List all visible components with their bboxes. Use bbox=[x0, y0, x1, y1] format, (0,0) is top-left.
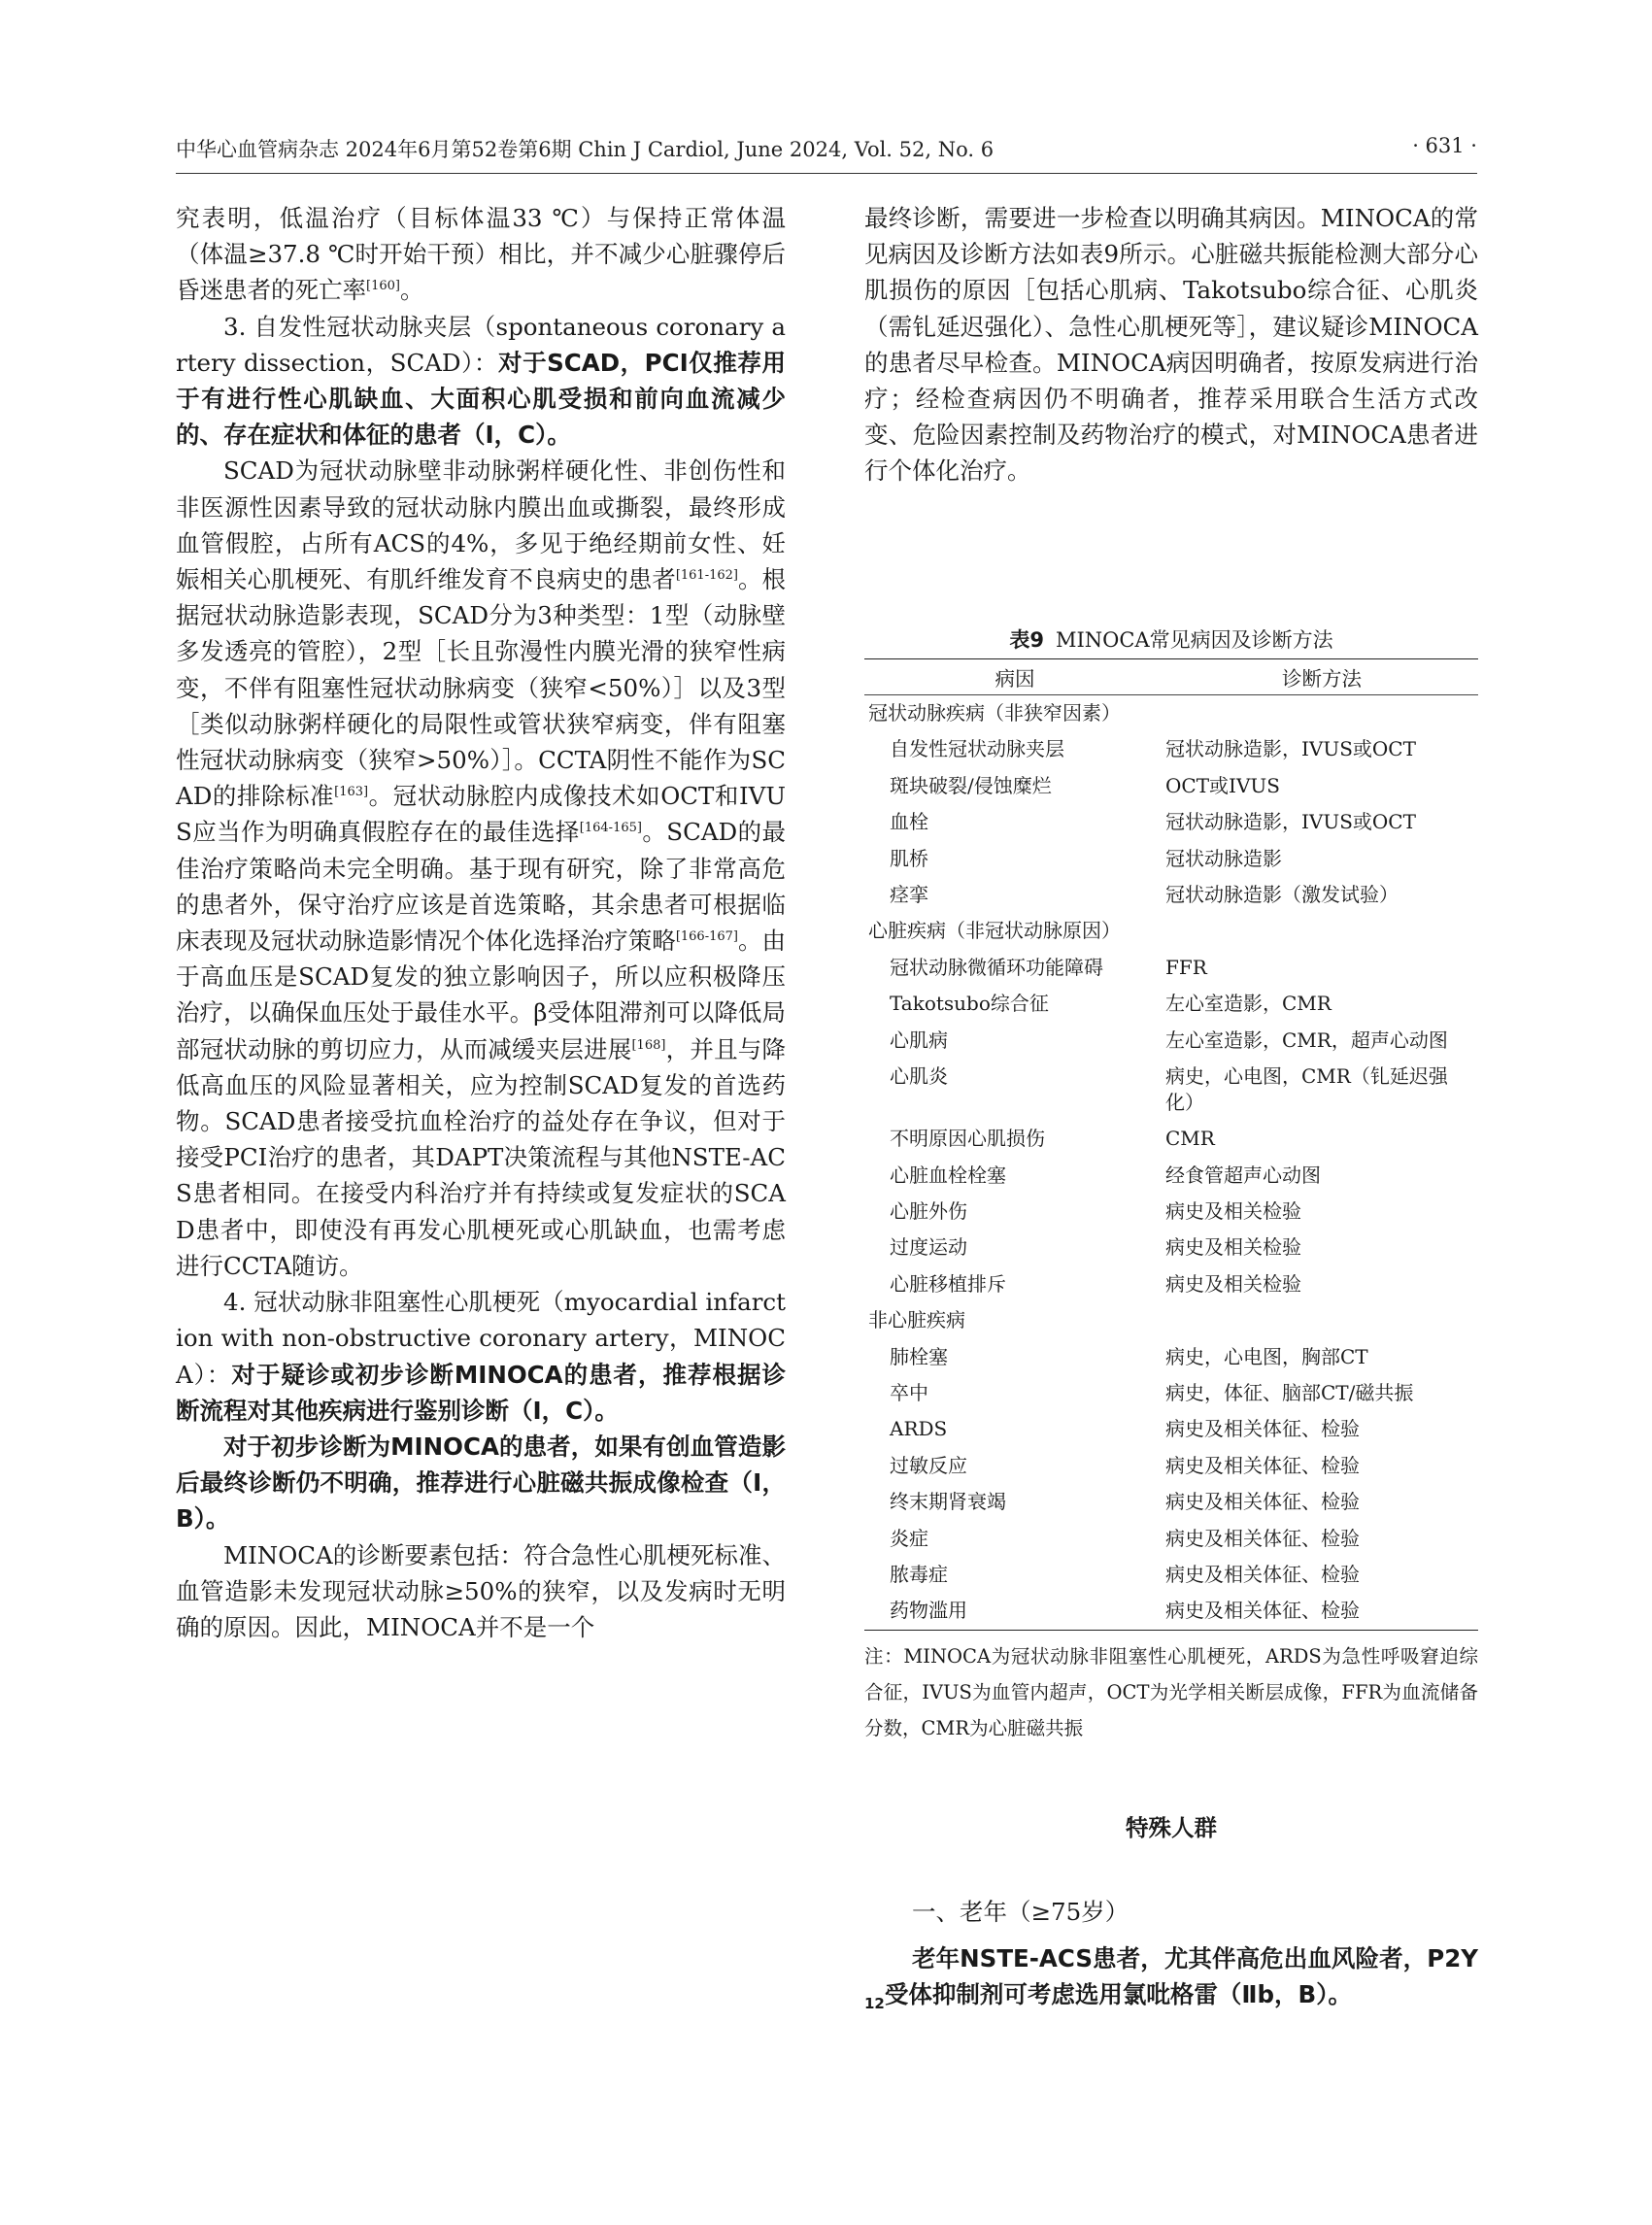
paragraph-minoca-recommendation bbox=[176, 1284, 786, 1429]
subscript: 12 bbox=[864, 1995, 885, 2013]
citation-ref: [160] bbox=[366, 279, 400, 294]
cause-cell: 过度运动 bbox=[890, 1235, 967, 1260]
table-group-row bbox=[864, 695, 1478, 731]
cause-cell: ARDS bbox=[890, 1417, 948, 1441]
method-cell: 病史及相关体征、检验 bbox=[1165, 1490, 1360, 1514]
method-cell: 病史，体征、脑部CT/磁共振 bbox=[1165, 1381, 1414, 1405]
table-row bbox=[864, 1158, 1478, 1194]
table-header-row bbox=[864, 659, 1478, 694]
paragraph-continued bbox=[176, 200, 786, 309]
citation-ref: [166-167] bbox=[675, 928, 738, 944]
method-cell: 病史，心电图，CMR（钆延迟强化） bbox=[1165, 1063, 1448, 1114]
table-row bbox=[864, 1339, 1478, 1375]
recommendation-bold: 受体抑制剂可考虑选用氯吡格雷（Ⅱb，B）。 bbox=[884, 1980, 1352, 2009]
column-header-method: 诊断方法 bbox=[1282, 667, 1362, 691]
table-row bbox=[864, 841, 1478, 877]
cause-cell: 自发性冠状动脉夹层 bbox=[890, 737, 1064, 761]
cause-cell: 卒中 bbox=[890, 1381, 928, 1405]
text: 3. 自发性冠状动脉夹层（spontaneous coronary artery dissection，SCAD）： bbox=[176, 312, 786, 377]
recommendation-bold: 对于疑诊或初步诊断MINOCA的患者，推荐根据诊断流程对其他疾病进行鉴别诊断（Ⅰ，C）。 bbox=[176, 1360, 786, 1425]
text: MINOCA的诊断要素包括：符合急性心肌梗死标准、血管造影未发现冠状动脉≥50%的狭窄，以及发病时无明确的原因。因此，MINOCA并不是一个 bbox=[176, 1540, 786, 1641]
paragraph-scad-recommendation bbox=[176, 309, 786, 454]
cause-cell: 心脏血栓栓塞 bbox=[890, 1163, 1006, 1187]
method-cell: 病史及相关检验 bbox=[1165, 1271, 1301, 1296]
cause-cell: 斑块破裂/侵蚀糜烂 bbox=[890, 773, 1052, 797]
table-row bbox=[864, 1593, 1478, 1629]
paragraph-minoca-cmr-recommendation bbox=[176, 1429, 786, 1537]
paragraph-minoca-diagnosis bbox=[176, 1537, 786, 1646]
table-row bbox=[864, 1023, 1478, 1059]
table-row bbox=[864, 1448, 1478, 1484]
citation-ref: [168] bbox=[631, 1037, 666, 1053]
column-header-cause: 病因 bbox=[995, 667, 1035, 691]
text: ，并且与降低高血压的风险显著相关，应为控制SCAD复发的首选药物。SCAD患者接受抗血栓治疗的益处存在争议，但对于接受PCI治疗的患者，其DAPT决策流程与其他NSTE-ACS患者相同。在接受内科治疗并有持续或复发症状的SCAD患者中，即使没有再发心肌梗死或心肌缺血，也需考虑进行CCTA随访。 bbox=[176, 1034, 787, 1280]
cause-cell: 心脏疾病（非冠状动脉原因） bbox=[868, 919, 1121, 943]
method-cell: 冠状动脉造影，IVUS或OCT bbox=[1165, 810, 1416, 834]
table-row bbox=[864, 1557, 1478, 1593]
method-cell: 冠状动脉造影（激发试验） bbox=[1165, 882, 1399, 906]
journal-citation: 中华心血管病杂志 2024年6月第52卷第6期 Chin J Cardiol, June 2024, Vol. 52, No. 6 bbox=[176, 138, 995, 161]
cause-cell: 心肌炎 bbox=[890, 1063, 948, 1088]
text: 。 bbox=[399, 276, 424, 305]
cause-cell: 肺栓塞 bbox=[890, 1344, 948, 1368]
table-row bbox=[864, 877, 1478, 913]
method-cell: 冠状动脉造影 bbox=[1165, 846, 1282, 870]
table-row bbox=[864, 731, 1478, 767]
citation-ref: [163] bbox=[334, 785, 369, 800]
table-row bbox=[864, 1521, 1478, 1557]
method-cell: OCT或IVUS bbox=[1165, 773, 1280, 797]
method-cell bbox=[1165, 700, 1478, 726]
table-row bbox=[864, 1059, 1478, 1121]
cause-cell: 过敏反应 bbox=[890, 1453, 967, 1477]
cause-cell: 终末期肾衰竭 bbox=[890, 1490, 1006, 1514]
table-row bbox=[864, 1411, 1478, 1447]
text: 。根据冠状动脉造影表现，SCAD分为3种类型：1型（动脉壁多发透亮的管腔），2型［长且弥漫性内膜光滑的狭窄性病变，不伴有阻塞性冠状动脉病变（狭窄<50%）］以及3型［类似动脉粥样硬化的局限性或管状狭窄病变，伴有阻塞性冠状动脉病变（狭窄>50%）］。CCTA阴性不能作为SCAD的排除标准 bbox=[176, 565, 787, 811]
method-cell: 病史及相关体征、检验 bbox=[1165, 1599, 1360, 1623]
table-row bbox=[864, 1121, 1478, 1157]
cause-cell: 心脏移植排斥 bbox=[890, 1271, 1006, 1296]
cause-cell: 痉挛 bbox=[890, 882, 928, 906]
method-cell: CMR bbox=[1165, 1127, 1215, 1151]
table-body bbox=[864, 695, 1478, 1630]
citation-ref: [161-162] bbox=[675, 567, 738, 583]
method-cell: 病史及相关检验 bbox=[1165, 1235, 1301, 1260]
table-group-row bbox=[864, 1302, 1478, 1338]
text: 。由于高血压是SCAD复发的独立影响因子，所以应积极降压治疗，以确保血压处于最佳水平。β受体阻滞剂可以降低局部冠状动脉的剪切应力，从而减缓夹层进展 bbox=[176, 927, 787, 1063]
paragraph-scad-body bbox=[176, 453, 786, 1284]
text: 究表明，低温治疗（目标体温33 ℃）与保持正常体温（体温≥37.8 ℃时开始干预）相比，并不减少心脏骤停后昏迷患者的死亡率 bbox=[176, 204, 786, 305]
section-heading: 特殊人群 bbox=[1126, 1814, 1217, 1841]
table-note: 注：MINOCA为冠状动脉非阻塞性心肌梗死，ARDS为急性呼吸窘迫综合征，IVUS为血管内超声，OCT为光学相关断层成像，FFR为血流储备分数，CMR为心脏磁共振 bbox=[864, 1644, 1478, 1739]
method-cell: 病史及相关体征、检验 bbox=[1165, 1562, 1360, 1586]
table-row bbox=[864, 986, 1478, 1022]
table-group-row bbox=[864, 913, 1478, 949]
method-cell: 左心室造影，CMR，超声心动图 bbox=[1165, 1028, 1448, 1052]
cause-cell: 心肌病 bbox=[890, 1028, 948, 1052]
method-cell: 病史及相关体征、检验 bbox=[1165, 1417, 1360, 1441]
table-caption bbox=[864, 622, 1478, 658]
method-cell: FFR bbox=[1165, 955, 1207, 979]
method-cell: 冠状动脉造影，IVUS或OCT bbox=[1165, 737, 1416, 761]
cause-cell: Takotsubo综合征 bbox=[890, 992, 1049, 1016]
cause-cell: 肌桥 bbox=[890, 846, 928, 870]
paragraph-elderly-recommendation bbox=[864, 1940, 1478, 2012]
text: 4. 冠状动脉非阻塞性心肌梗死（myocardial infarction with non-obstructive coronary artery，MINOCA）： bbox=[176, 1288, 786, 1389]
table-row bbox=[864, 1194, 1478, 1230]
table-9 bbox=[864, 622, 1478, 1746]
text: 。SCAD的最佳治疗策略尚未完全明确。基于现有研究，除了非常高危的患者外，保守治疗应该是首选策略，其余患者可根据临床表现及冠状动脉造影情况个体化选择治疗策略 bbox=[176, 818, 786, 956]
text: SCAD为冠状动脉壁非动脉粥样硬化性、非创伤性和非医源性因素导致的冠状动脉内膜出血或撕裂，最终形成血管假腔，占所有ACS的4%，多见于绝经期前女性、妊娠相关心肌梗死、有肌纤维发育不良病史的患者 bbox=[176, 456, 786, 594]
table-bottom-rule bbox=[864, 1630, 1478, 1631]
paragraph-minoca-continued: 最终诊断，需要进一步检查以明确其病因。MINOCA的常见病因及诊断方法如表9所示。心脏磁共振能检测大部分心肌损伤的原因［包括心肌病、Takotsubo综合征、心肌炎（需钆延迟强化）、急性心肌梗死等］，建议疑诊MINOCA的患者尽早检查。MINOCA病因明确者，按原发病进行治疗；经检查病因仍不明确者，推荐采用联合生活方式改变、危险因素控制及药物治疗的模式，对MINOCA患者进行个体化治疗。 bbox=[864, 204, 1478, 486]
cause-cell: 脓毒症 bbox=[890, 1562, 948, 1586]
table-title: MINOCA常见病因及诊断方法 bbox=[1056, 628, 1333, 652]
header-rule bbox=[176, 173, 1477, 174]
cause-cell: 血栓 bbox=[890, 810, 928, 834]
recommendation-bold: 对于SCAD，PCI仅推荐用于有进行性心肌缺血、大面积心肌受损和前向血流减少的、存在症状和体征的患者（Ⅰ，C）。 bbox=[176, 348, 786, 450]
recommendation-bold: 对于初步诊断为MINOCA的患者，如果有创血管造影后最终诊断仍不明确，推荐进行心脏磁共振成像检查（Ⅰ，B）。 bbox=[176, 1432, 786, 1534]
table-row bbox=[864, 1375, 1478, 1411]
running-header bbox=[176, 134, 1477, 167]
left-column bbox=[176, 200, 786, 1645]
method-cell: 经食管超声心动图 bbox=[1165, 1163, 1321, 1187]
cause-cell: 冠状动脉微循环功能障碍 bbox=[890, 955, 1103, 979]
table-row bbox=[864, 1230, 1478, 1265]
recommendation-bold: 老年NSTE-ACS患者，尤其伴高危出血风险者，P2Y bbox=[912, 1944, 1478, 1972]
cause-cell: 非心脏疾病 bbox=[868, 1308, 965, 1332]
table-row bbox=[864, 804, 1478, 840]
method-cell: 病史，心电图，胸部CT bbox=[1165, 1344, 1368, 1368]
citation-ref: [164-165] bbox=[579, 821, 642, 836]
table-row bbox=[864, 1484, 1478, 1520]
subsection-heading bbox=[864, 1894, 1478, 1930]
table-number: 表9 bbox=[1009, 628, 1044, 652]
table-row bbox=[864, 1266, 1478, 1302]
method-cell bbox=[1165, 918, 1478, 944]
method-cell: 病史及相关检验 bbox=[1165, 1199, 1301, 1224]
text: 。冠状动脉腔内成像技术如OCT和IVUS应当作为明确真假腔存在的最佳选择 bbox=[176, 782, 786, 847]
method-cell: 病史及相关体征、检验 bbox=[1165, 1453, 1360, 1477]
right-column bbox=[864, 200, 1478, 489]
method-cell bbox=[1165, 1307, 1478, 1333]
table-row bbox=[864, 768, 1478, 804]
subsection-title: 一、老年（≥75岁） bbox=[912, 1898, 1129, 1926]
cause-cell: 心脏外伤 bbox=[890, 1199, 967, 1224]
method-cell: 左心室造影，CMR bbox=[1165, 992, 1332, 1016]
method-cell: 病史及相关体征、检验 bbox=[1165, 1526, 1360, 1550]
cause-cell: 药物滥用 bbox=[890, 1599, 967, 1623]
page-number: · 631 · bbox=[1412, 134, 1477, 157]
cause-cell: 炎症 bbox=[890, 1526, 928, 1550]
table-row bbox=[864, 950, 1478, 986]
cause-cell: 不明原因心肌损伤 bbox=[890, 1127, 1045, 1151]
cause-cell: 冠状动脉疾病（非狭窄因素） bbox=[868, 701, 1121, 725]
